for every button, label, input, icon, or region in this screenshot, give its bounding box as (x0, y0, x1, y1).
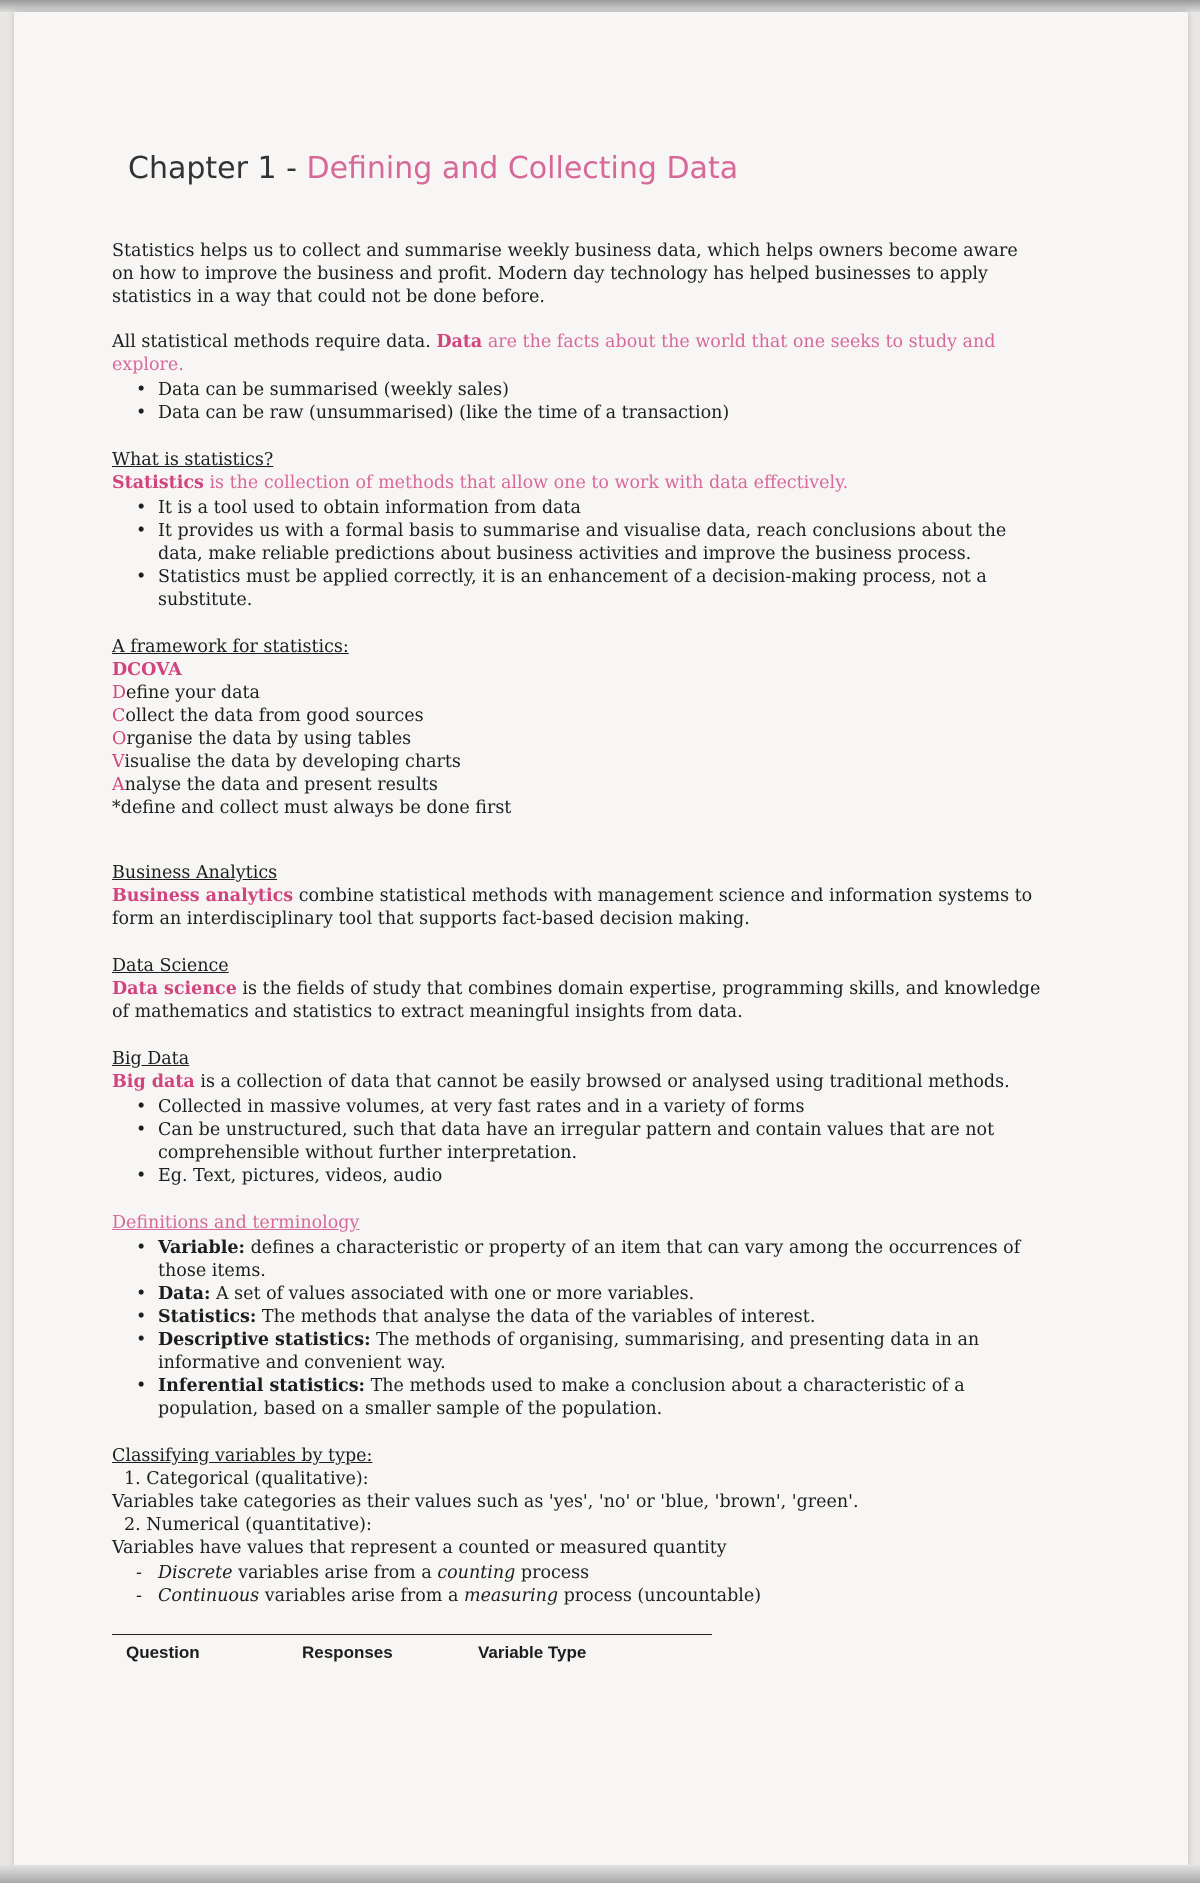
section-heading: Big Data (112, 1049, 190, 1069)
numerical-text: Variables have values that represent a counted or measured quantity (112, 1538, 727, 1558)
framework-note: *define and collect must always be done first (112, 798, 512, 818)
section-heading: Definitions and terminology (112, 1213, 360, 1233)
list-item: • It provides us with a formal basis to summarise and visualise data, reach conclusions about the data, make reliable predictions about business activities and improve the business process. (112, 520, 1042, 566)
definitions-list (112, 1237, 1042, 1421)
section-heading: Business Analytics (112, 863, 278, 883)
list-item: • Statistics must be applied correctly, it is an enhancement of a decision-making process, not a substitute. (112, 566, 1042, 612)
what-is-statistics-section (112, 449, 1042, 612)
framework-step-collect: Collect the data from good sources (112, 706, 424, 726)
numerical-subtypes (112, 1562, 1042, 1608)
document-body (112, 150, 1042, 1664)
data-science-section (112, 955, 1042, 1024)
big-data-section (112, 1048, 1042, 1188)
page-title (128, 150, 1042, 188)
list-item: • Data can be summarised (weekly sales) (112, 379, 1042, 402)
page-bottom-edge (0, 1865, 1200, 1883)
list-item: • Collected in massive volumes, at very fast rates and in a variety of forms (112, 1096, 1042, 1119)
dcova-acronym: DCOVA (112, 660, 182, 680)
title-highlight: Defining and Collecting Data (306, 151, 739, 186)
title-prefix: Chapter 1 - (128, 151, 307, 186)
variable-table-header (112, 1634, 712, 1664)
data-science-definition: Data science is the fields of study that combines domain expertise, programming skills, and knowledge of mathematics and statistics to extract meaningful insights from data. (112, 979, 1041, 1022)
column-header-question: Question (126, 1643, 200, 1662)
framework-section (112, 636, 1042, 820)
framework-step-visualise: Visualise the data by developing charts (112, 752, 461, 772)
definition-inferential-statistics: • Inferential statistics: The methods used to make a conclusion about a characteristic of a population, based on a smaller sample of the population. (112, 1375, 1042, 1421)
definition-variable: • Variable: defines a characteristic or property of an item that can vary among the occurrences of those items. (112, 1237, 1042, 1283)
section-heading: Classifying variables by type: (112, 1446, 373, 1466)
data-term: Data (436, 332, 483, 352)
definitions-section (112, 1212, 1042, 1421)
definition-descriptive-statistics: • Descriptive statistics: The methods of organising, summarising, and presenting data in an informative and convenient way. (112, 1329, 1042, 1375)
column-header-responses: Responses (302, 1643, 393, 1662)
page-top-edge (0, 0, 1200, 12)
framework-step-define: Define your data (112, 683, 260, 703)
statistics-bullets (112, 497, 1042, 612)
definition-statistics: • Statistics: The methods that analyse the data of the variables of interest. (112, 1306, 1042, 1329)
numerical-label: 2. Numerical (quantitative): (124, 1515, 372, 1535)
classifying-section (112, 1445, 1042, 1608)
data-section (112, 331, 1042, 425)
big-data-bullets (112, 1096, 1042, 1188)
framework-step-organise: Organise the data by using tables (112, 729, 412, 749)
discrete-item: - Discrete variables arise from a counting process (112, 1562, 1042, 1585)
definition-data: • Data: A set of values associated with one or more variables. (112, 1283, 1042, 1306)
column-header-variable-type: Variable Type (478, 1643, 587, 1662)
intro-paragraph: Statistics helps us to collect and summarise weekly business data, which helps owners become aware on how to improve the business and profit. Modern day technology has helped businesses to apply statistics in a way that could not be done before. (112, 241, 1018, 307)
continuous-item: - Continuous variables arise from a measuring process (uncountable) (112, 1585, 1042, 1608)
business-analytics-definition: Business analytics combine statistical methods with management science and information systems to form an interdisciplinary tool that supports fact-based decision making. (112, 886, 1033, 929)
list-item: • Eg. Text, pictures, videos, audio (112, 1165, 1042, 1188)
list-item: • Data can be raw (unsummarised) (like the time of a transaction) (112, 402, 1042, 425)
section-heading: What is statistics? (112, 450, 274, 470)
data-definition: All statistical methods require data. Data are the facts about the world that one seeks to study and explore. (112, 332, 996, 375)
framework-step-analyse: Analyse the data and present results (112, 775, 438, 795)
section-heading: Data Science (112, 956, 229, 976)
data-bullets (112, 379, 1042, 425)
list-item: • It is a tool used to obtain information from data (112, 497, 1042, 520)
list-item: • Can be unstructured, such that data have an irregular pattern and contain values that are not comprehensible without further interpretation. (112, 1119, 1042, 1165)
business-analytics-section (112, 862, 1042, 931)
section-heading: A framework for statistics: (112, 637, 349, 657)
categorical-text: Variables take categories as their values such as 'yes', 'no' or 'blue, 'brown', 'green'. (112, 1492, 859, 1512)
big-data-definition: Big data is a collection of data that cannot be easily browsed or analysed using traditional methods. (112, 1072, 1010, 1092)
statistics-definition: Statistics is the collection of methods that allow one to work with data effectively. (112, 473, 849, 493)
categorical-label: 1. Categorical (qualitative): (124, 1469, 369, 1489)
